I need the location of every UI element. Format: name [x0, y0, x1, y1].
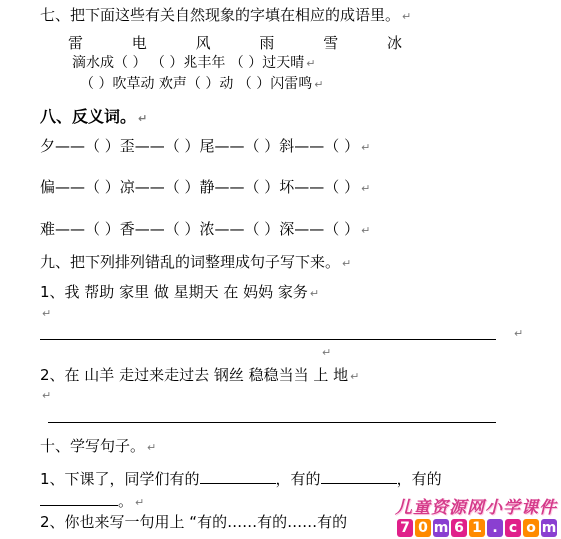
- watermark-letter: .: [487, 519, 503, 537]
- answer-line-2[interactable]: [48, 422, 496, 423]
- watermark-letter: c: [505, 519, 521, 537]
- section10-question-1-cont: 。 ↵: [40, 490, 144, 511]
- site-watermark: [395, 493, 557, 537]
- blank-2[interactable]: [321, 469, 397, 484]
- section9-question-2: 2、在 山羊 走过来走过去 钢丝 稳稳当当 上 地 ↵: [40, 366, 360, 384]
- paragraph-mark: ↵: [514, 327, 524, 340]
- char-3: 风: [195, 34, 211, 52]
- watermark-cn-text: 儿童资源网小学课件: [395, 498, 557, 518]
- section9-question-1: 1、我 帮助 家里 做 星期天 在 妈妈 家务 ↵: [40, 283, 320, 301]
- char-4: 雨: [259, 34, 275, 52]
- paragraph-mark: ↵: [42, 389, 52, 402]
- antonym-row-3: 难——（ ）香——（ ）浓——（ ）深——（ ） ↵: [40, 220, 371, 238]
- char-6: 冰: [386, 34, 402, 52]
- section8-title: 八、反义词。 ↵: [40, 107, 148, 126]
- watermark-letter: o: [523, 519, 539, 537]
- blank-1[interactable]: [200, 469, 276, 484]
- blank-3[interactable]: [40, 491, 118, 506]
- section7-char-list: [68, 32, 402, 53]
- char-2: 电: [131, 34, 147, 52]
- char-5: 雪: [323, 34, 339, 52]
- section7-row1: 滴水成（ ） （ ）兆丰年 （ ）过天晴 ↵: [72, 55, 316, 71]
- antonym-row-2: 偏——（ ）凉——（ ）静——（ ）坏——（ ） ↵: [40, 178, 371, 196]
- section7-row2: （ ）吹草动 欢声（ ）动 （ ）闪雷鸣 ↵: [80, 76, 324, 92]
- watermark-letter: 6: [451, 519, 467, 537]
- watermark-en-logo: [395, 519, 557, 537]
- section10-question-2: 2、你也来写一句用上 “有的……有的……有的: [40, 513, 348, 531]
- char-1: 雷: [68, 34, 84, 52]
- watermark-letter: m: [541, 520, 557, 536]
- section10-title: 十、学写句子。 ↵: [40, 437, 157, 455]
- watermark-letter: 7: [397, 519, 413, 537]
- section7-title: 七、把下面这些有关自然现象的字填在相应的成语里。 ↵: [40, 6, 412, 24]
- paragraph-mark: ↵: [42, 307, 52, 320]
- answer-line-1[interactable]: [40, 339, 496, 340]
- section10-question-1: 1、下课了，同学们有的 ，有的 ，有的: [40, 470, 442, 488]
- watermark-letter: 0: [415, 519, 431, 537]
- watermark-letter: 1: [469, 519, 485, 537]
- paragraph-mark: ↵: [322, 346, 332, 359]
- watermark-letter: m: [433, 520, 449, 536]
- antonym-row-1: 夕——（ ）歪——（ ）尾——（ ）斜——（ ） ↵: [40, 137, 371, 155]
- section9-title: 九、把下列排列错乱的词整理成句子写下来。 ↵: [40, 253, 352, 271]
